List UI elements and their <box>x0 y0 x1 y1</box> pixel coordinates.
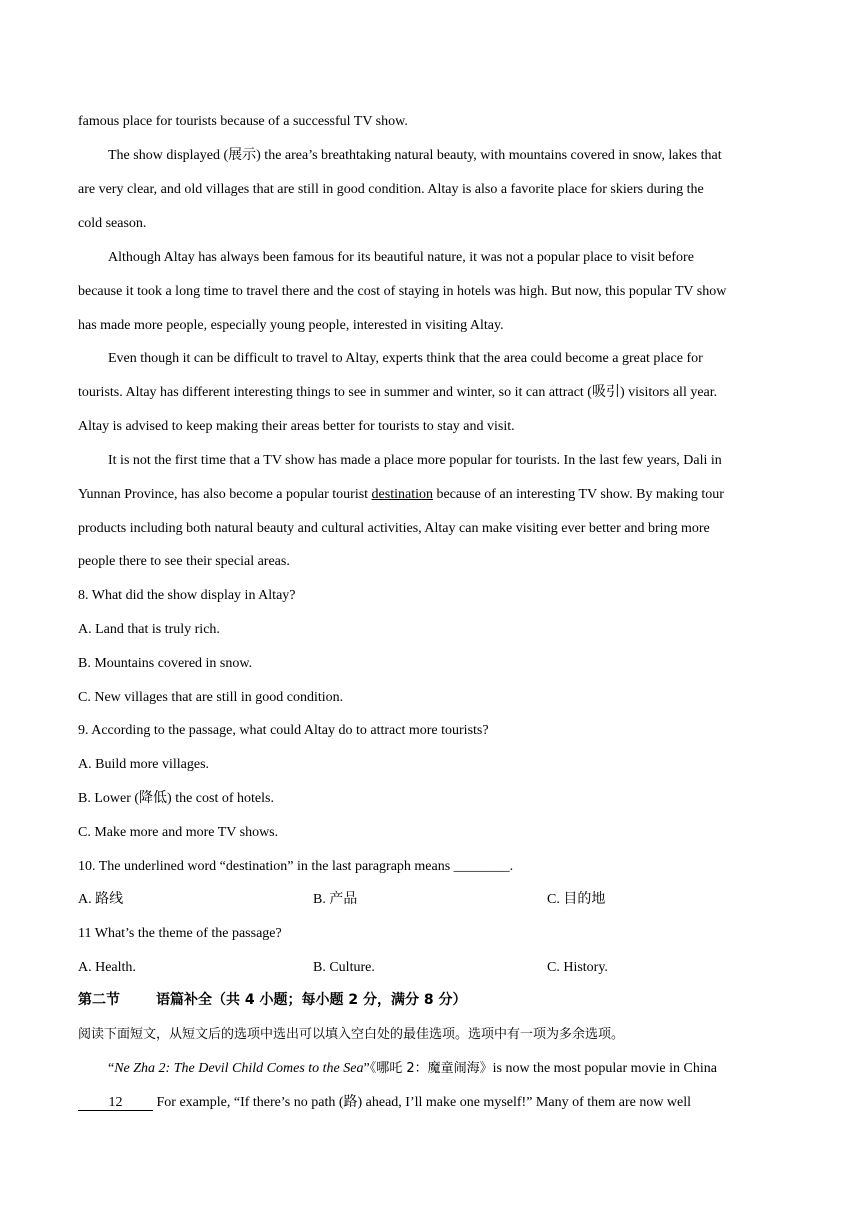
section-heading <box>78 991 466 1009</box>
cloze-paragraph-line <box>78 1094 691 1112</box>
passage-line: Altay is advised to keep making their areas better for tourists to stay and visit. <box>78 419 515 434</box>
question-9-option-b: B. Lower (降低) the cost of hotels. <box>78 791 274 806</box>
movie-title: Ne Zha 2: The Devil Child Comes to the Sea <box>114 1061 364 1076</box>
cloze-text: For example, “If there’s no path (路) ahead, I’ll make one myself!” Many of them are now well <box>153 1095 692 1110</box>
passage-line: has made more people, especially young people, interested in visiting Altay. <box>78 318 504 333</box>
passage-line: Even though it can be difficult to travel to Altay, experts think that the area could become a great place for <box>108 351 703 366</box>
question-9-stem: 9. According to the passage, what could Altay do to attract more tourists? <box>78 723 489 738</box>
passage-text: because of an interesting TV show. By making tour <box>432 487 724 502</box>
passage-line: people there to see their special areas. <box>78 554 290 569</box>
cloze-text: is now the most popular movie in China <box>492 1061 717 1076</box>
quote-mark: ” <box>363 1061 370 1076</box>
movie-title-chinese: 《哪吒 2：魔童闹海》 <box>369 1061 493 1076</box>
section-number: 第二节 <box>78 992 120 1008</box>
question-10-option-c: C. 目的地 <box>547 892 606 907</box>
passage-line: The show displayed (展示) the area’s breathtaking natural beauty, with mountains covered in snow, lakes that <box>108 148 722 163</box>
blank-12: 12 <box>78 1095 153 1111</box>
passage-line: famous place for tourists because of a successful TV show. <box>78 114 408 129</box>
question-10-stem: 10. The underlined word “destination” in the last paragraph means ________. <box>78 859 514 874</box>
question-9-option-c: C. Make more and more TV shows. <box>78 825 279 840</box>
section-instruction: 阅读下面短文，从短文后的选项中选出可以填入空白处的最佳选项。选项中有一项为多余选项。 <box>78 1027 625 1042</box>
question-9-option-a: A. Build more villages. <box>78 757 210 772</box>
question-11-option-b: B. Culture. <box>313 960 375 975</box>
question-8-option-a: A. Land that is truly rich. <box>78 622 220 637</box>
cloze-paragraph-line <box>108 1060 717 1078</box>
question-11-stem: 11 What’s the theme of the passage? <box>78 926 282 941</box>
passage-line <box>78 486 724 504</box>
question-8-stem: 8. What did the show display in Altay? <box>78 588 296 603</box>
passage-line: Although Altay has always been famous for its beautiful nature, it was not a popular place to visit before <box>108 250 694 265</box>
question-8-option-b: B. Mountains covered in snow. <box>78 656 253 671</box>
question-8-option-c: C. New villages that are still in good condition. <box>78 690 344 705</box>
passage-line: products including both natural beauty and cultural activities, Altay can make visiting ever better and bring more <box>78 521 710 536</box>
question-10-option-b: B. 产品 <box>313 892 358 907</box>
passage-text: Yunnan Province, has also become a popular tourist <box>78 487 372 502</box>
underlined-word-destination: destination <box>371 487 433 502</box>
question-11-option-a: A. Health. <box>78 960 136 975</box>
question-10-option-a: A. 路线 <box>78 892 124 907</box>
quote-mark: “ <box>108 1061 115 1076</box>
passage-line: It is not the first time that a TV show has made a place more popular for tourists. In the last few years, Dali in <box>108 453 722 468</box>
passage-line: tourists. Altay has different interesting things to see in summer and winter, so it can attract (吸引) visitors all year. <box>78 385 718 400</box>
question-11-option-c: C. History. <box>547 960 608 975</box>
passage-line: because it took a long time to travel there and the cost of staying in hotels was high. But now, this popular TV show <box>78 284 727 299</box>
passage-line: are very clear, and old villages that are still in good condition. Altay is also a favorite place for skiers during the <box>78 182 704 197</box>
section-title: 语篇补全（共 4 小题；每小题 2 分，满分 8 分） <box>156 992 467 1008</box>
passage-line: cold season. <box>78 216 147 231</box>
